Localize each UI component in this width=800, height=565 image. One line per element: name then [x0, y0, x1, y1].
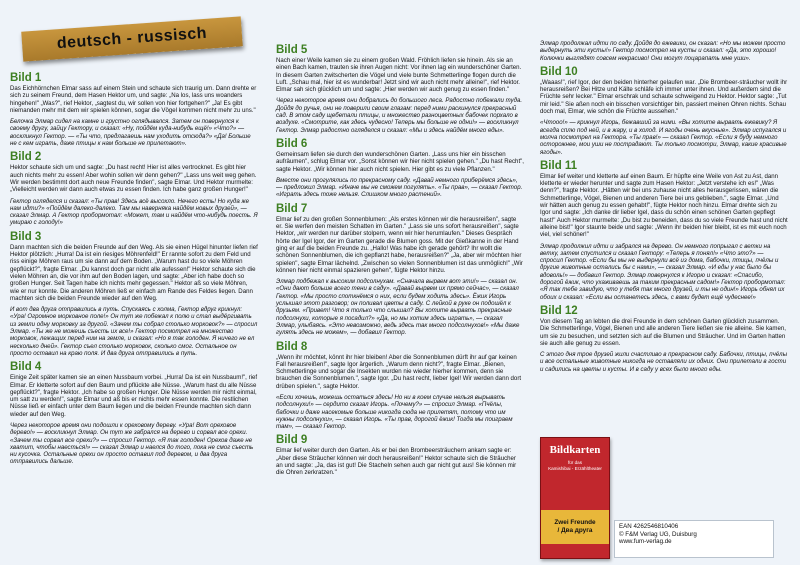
german-text: Von diesem Tag an lebten die drei Freunde in dem schönen Garten glücklich zusammen. Die Schmetterlinge, Vögel, Bienen und alle anderen Tiere ließen sie nie alleine. Sie kamen, um sie zu besuchen, und setzten sich auf die Blumen und Sträucher. Und im Garten hatten sie auch alle genug zu essen. [540, 317, 786, 347]
book-subtitle-line: für das [567, 460, 583, 465]
language-banner [21, 16, 243, 61]
russian-text: С этого дня трое друзей жили счастливо в прекрасном саду. Бабочки, птицы, пчёлы и все остальные животные никогда не оставляли их одних. Они прилетали в гости и садились на цветы и кусты. И в саду у всех было много еды. [540, 351, 788, 373]
german-text: Nach einer Weile kamen sie zu einem großen Wald. Fröhlich liefen sie hinein. Als sie an einen Bach kamen, trauten sie ihren Augen nicht: Vor ihnen lag ein wunderschöner Garten. In diesem Garten zwitscherten die Vögel und viele bunte Schmetterlinge flogen durch die Luft. „Schau mal, hier ist es wunderbar! Jetzt sind wir auch nicht mehr alleine!", rief Hektor. Elmar sah sich glücklich um und sagte: „Hier werden wir auch genug zu essen finden." [276, 57, 522, 94]
russian-text: Гектор огляделся и сказал: «Ты прав! Здесь всё высохло. Нечего есть! Но куда же нам идти?» «Пойдём далеко-далеко. Там мы наверняка найдём новых друзей», — сказал Элмар. А Гектор пробормотал: «Может, там и найдём что-нибудь поесть. Я умираю с голоду!» [10, 197, 258, 227]
publisher-url[interactable]: www.fum-verlag.de [619, 538, 672, 546]
book-title: Bildkarten [549, 444, 601, 456]
german-text: „Waaas!", rief Igor, der den beiden hinterher gelaufen war. „Die Brombeer-sträucher wollt ihr herausreißen? Bei Hitze und Kälte schläfe ich immer unter ihnen. Und außerdem sind die Früchte sehr lecker." Elmar erschrak und schaute schweigend zu Hektor. Hektor sagte: „Tut mir leid." Sie aßen noch ein bisschen vorsichtiger bin, passiert meinen Ohren nichts. Schau doch mal, Elmar, wie schön die Früchte aussehen." [540, 78, 788, 116]
book-band-russian: / Два друга [557, 527, 593, 534]
book-subtitle [548, 460, 602, 472]
section-title: Bild 11 [540, 159, 578, 172]
column-2 [274, 42, 526, 565]
russian-text: «Чтооо!» — крикнул Игорь, бежавший за ними. «Вы хотите вырвать ежевику? Я всегда сплю под ней, и в жару, и в холод. И ягоды очень вкусные». Элмар испугался и молча посмотрел на Гектора. «Ты прав!» — сказал Гектор. «Если я буду немного осторожнее, мои уши не пострадают. Ты только посмотри, Элмар, какие красивые ягоды». [540, 119, 787, 156]
section-title: Bild 6 [276, 137, 308, 150]
section-title: Bild 1 [10, 72, 42, 84]
russian-text: Элмар подбежал к высоким подсолнухам. «Сначала вырвем вот эти!» — сказал он. «Они дают больше всего тени в саду». «Давай вырвем их прямо сейчас», — сказал Гектор. «Мы просто споткнёмся о них, если будем ходить здесь». Ёжик Игорь услышал этот разговор; он поливал цветы в саду. С лейкой в руке он подошёл к друзьям. «Привет! Что я только что слышал? Вы хотите вырвать прекрасные подсолнухи, которые я посадил?» «Да, но мы хотим здесь играть», — сказал Элмар, улыбаясь. «Это невозможно, ведь здесь так много подсолнухов!» «Мы даже гулять здесь не можем», — добавил Гектор. [276, 278, 520, 337]
russian-text: Белочка Элмар сидел на камне и грустно оглядывался. Затем он повернулся к своему другу, зайцу Гектору, и сказал: «Ну, пойдём куда-нибудь ещё!» «Что?» — воскликнул Гектор. — «Ты что, предлагаешь нам уходить отсюда?» «Да! Больше не с кем играть, даже птицы к нам больше не прилетают». [10, 118, 251, 148]
russian-text: И вот два друга отправились в путь. Спускаясь с холма, Гектор вдруг крикнул: «Ура! Огромное морковное поле!» Он тут же побежал к полю и стал выдёргивать из земли одну морковку за другой. «Зачем ты собрал столько морковок?» — спросил Элмар. «Ты же не можешь съесть их все!» Гектор посмотрел на множество морковок, лежащих перед ним на земле, и сказал: «Но я так голоден. Я ничего не ел несколько дней». Гектор съел столько морковок, сколько смог. Остальное он просто оставил на краю поля. И два друга отправились в путь. [10, 306, 258, 357]
german-text: Elmar lief zu den großen Sonnenblumen: „Als erstes können wir die herausreißen", sagte er. Sie werfen den meisten Schatten im Garten." „Lass sie uns sofort herausreißen", sagte Hektor, „wir werden nur darüber stolpern, wenn wir hier herumlaufen." Dieses Gespräch hörte der Igel Igor, der im Garten gerade die Blumen goss. Mit der Gießkanne in der Hand ging er auf die beiden Freunde zu. „Hallo! Was habe ich gerade gehört? Ihr wollt die schönen Sonnenblumen, die ich gepflanzt habe, herausreißen?" „Ja, aber wir möchten hier spielen", sagte Elmar lächelnd. „Zwischen so vielen Sonnenblumen ist das unmöglich!" „Wir können hier nicht einmal spazieren gehen", fügte Hektor hinzu. [276, 215, 523, 274]
german-text: Elmar lief weiter durch den Garten. Als er bei den Brombeersträuchern ankam sagte er: „Aber diese Sträucher können wir doch herausreißen!" Hektor schaute sich die Sträucher an und sagte: „Ja, das ist gut! Die Stacheln sehen auch gar nicht gut aus! Sie können mir die Ohren zerkratzen." [276, 447, 517, 477]
section-title: Bild 9 [276, 434, 308, 447]
russian-text: «Если хочешь, можешь остаться здесь! Но ни в коем случае нельзя вырывать подсолнухи!» — сердито сказал Игорь. «Почему?» — спросил Элмар. «Пчёлы, бабочки и даже насекомые больше никогда сюда не прилетят, потому что им нужны подсолнухи», — сказал Игорь. «Ты прав, дорогой ёжик! Тогда мы поиграем там», — сказал Гектор. [276, 393, 513, 431]
column-1 [8, 70, 260, 565]
russian-text: Через некоторое время они добрались до большого леса. Радостно побежали туда. Дойдя до ручья, они не поверили своим глазам: перед ними раскинулся прекрасный сад. В этом саду щебетали птицы, и множество разноцветных бабочек порхало в воздухе. «Смотрите, как здесь чудесно! Теперь мы больше не одни!» — воскликнул Гектор. Элмар радостно огляделся и сказал: «Мы и здесь найдём много еды». [276, 97, 523, 134]
book-title-band [541, 510, 609, 544]
russian-text: Вместе они прогулялись по прекрасному саду. «Давай немного приберёмся здесь», — предложил Элмар. «Иначе мы не сможем погулять». «Ты прав», — сказал Гектор. «Играть здесь тоже нельзя. Слишком много растений». [276, 176, 523, 199]
german-text: Hektor schaute sich um und sagte: „Du hast recht! Hier ist alles vertrocknet. Es gibt hier auch nichts mehr zu essen! Aber wohin sollen wir denn gehen?" „Lass uns weit weg gehen. Wir werden bestimmt dort auch neue Freunde finden", sagte Elmar. Und Hektor murmelte: „Vielleicht werden wir dann auch etwas zu essen finden. Ich habe ganz großen Hunger!" [10, 164, 257, 194]
section-title: Bild 5 [276, 44, 308, 56]
german-text: Gemeinsam liefen sie durch den wunderschönen Garten. „Lass uns hier ein bisschen aufräumen", schlug Elmar vor. „Sonst können wir hier nicht spielen gehen." „Du hast Recht", sagte Hektor. „Wir können hier auch nicht spielen. Hier gibt es zu viele Pflanzen." [276, 150, 524, 173]
section-title: Bild 10 [540, 65, 578, 78]
section-title: Bild 2 [10, 151, 42, 164]
german-text: Das Eichhörnchen Elmar sass auf einem Stein und schaute sich traurig um. Dann drehte er sich zu seinem Freund, dem Hasen Hektor um, und sagte: „Na los, lass uns woanders hingehen!" „Was?", rief Hektor, „sagtest du, wir sollen von hier fortgehen?" „Ja! Es gibt niemanden mehr mit dem wir spielen können, sogar die Vögel kommen nicht mehr zu uns." [10, 85, 257, 114]
ean-code: EAN 4262546810406 [619, 523, 679, 530]
russian-text: Через некоторое время они подошли к ореховому дереву. «Ура! Вот ореховое дерево!» — воскликнул Элмар. Он тут же забрался на дерево и сорвал все орехи. «Зачем ты сорвал все орехи?» — спросил Гектор. «Я так голоден! Орехов даже не хватит, чтобы наесться!» — сказал Элмар и наелся до того, пока не смог съесть ни кусочка. Остальные орехи он просто оставил под деревом, и два друга отправились дальше. [10, 421, 254, 466]
banner-label: deutsch - russisch [56, 24, 208, 53]
book-band-german: Zwei Freunde [554, 519, 596, 526]
russian-text: Элмар продолжил идти и забрался на дерево. Он немного попрыгал с ветки на ветку, затем спустился и сказал Гектору: «Теперь я понял!» «Что это?» — спросил Гектор. «Если бы мы не выдернули всё из дома, бабочки, птицы, пчёлы и другие животные остались бы с нами», — сказал Элмар. «И еды у нас было бы вдоволь!» — добавил Гектор. Элмар повернулся к Игорю и сказал: «Спасибо, дорогой ёжик, что ухаживаешь за таким прекрасным садом!» Гектор пробормотал: «Я так тебе завидую, что у тебя так много друзей, и ты не один!» Игорь обнял их обоих и сказал: «Если вы останетесь здесь, с вами будет ещё чудеснее!» [540, 242, 786, 301]
section-title: Bild 3 [10, 230, 42, 243]
german-text: Dann machten sich die beiden Freunde auf den Weg. Als sie einen Hügel hinunter liefen rief Hektor plötzlich: „Hurra! Da ist ein riesiges Möhrenfeld!" Er rannte sofort zu dem Feld und riss einige Möhren raus um sie dann auf dem Boden. „Warum hast du so viele Möhren gepflückt?", fragte Elmar. „Du kannst doch gar nicht alle aufessen!" Hektor schaute sich die vielen Möhren an, die vor ihm auf den Boden lagen, und sagte: „Aber ich habe doch so großen Hunger. Seit Tagen habe ich nichts mehr gegessen." Hektor aß so viele Möhren, wie er nur konnte. Die anderen Möhren ließ er einfach am Rande des Feldes liegen. Dann machten sich die beiden Freunde wieder auf den Weg. [10, 243, 258, 302]
russian-text: Элмар продолжал идти по саду. Дойдя до ежевики, он сказал: «Но мы можем просто выдернуть эти кусты!» Гектор посмотрел на кусты и сказал: «Да, это хорошо! Колючки выглядят совсем некрасиво! Они могут поцарапать мне уши». [540, 40, 786, 62]
section-title: Bild 7 [276, 202, 308, 215]
german-text: Elmar lief weiter und kletterte auf einen Baum. Er hüpfte eine Weile von Ast zu Ast, dann kletterte er wieder herunter und sagte zum Hasen Hektor: „Jetzt verstehe ich es!" „Was denn?", fragte Hektor. „Hätten wir bei uns zuhause nicht alles herausgerissen, wären die Schmetterlinge, Vögel, Bienen und anderen Tiere bei uns geblieben.", sagte Elmar. „Und wir hätten auch genug zu essen gehabt!", fügte Hektor noch hinzu. Elmar drehte sich zu Igor und sagte: „Ich danke dir lieber Igel, dass du schön einen schönen Garten gepflegt hast!" Auch Hektor murmelte: „Du bist zu beneiden, dass du so viele Freunde hast und nicht alleine bist!" Igor staunte beide und sagte: „Wenn ihr beiden hier bleibt, ist es mit euch noch viel, viel schöner!" [540, 172, 788, 239]
section-title: Bild 4 [10, 361, 42, 374]
book-cover [540, 437, 610, 559]
section-title: Bild 12 [540, 304, 578, 317]
book-subtitle-line: Kamishibai - Erzähltheater [548, 466, 602, 471]
german-text: Einige Zeit später kamen sie an einen Nussbaum vorbei. „Hurra! Da ist ein Nussbaum!", rief Elmar. Er kletterte sofort auf den Baum und pflückte alle Nüsse. „Warum hast du alle Nüsse gepflückt?", fragte Hektor. „Ich habe so großen Hunger. Die Nüsse werden mir nicht einmal, um satt zu werden!", sagte Elmar und aß bis er nichts mehr essen konnte. Die restlichen Nüsse ließ er einfach unter dem Baum liegen und die beiden Freunde machten sich dann wieder auf den Weg. [10, 374, 258, 418]
german-text: „Wenn ihr möchtet, könnt ihr hier bleiben! Aber die Sonnenblumen dürft ihr auf gar keinen Fall herausreißen!", sagte Igor ärgerlich. „Warum denn nicht?", fragte Elmar. „Bienen, Schmetterlinge und sogar die Insekten wurden nie wieder hierher kommen, denn sie brauchen die Sonnenblumen.", sagte Igor. „Du hast recht, lieber Igel! Wir werden dann dort drüben spielen.", sagte Hektor. [276, 353, 522, 390]
publisher-name: © F&M Verlag UG, Duisburg [619, 530, 697, 538]
section-title: Bild 8 [276, 340, 308, 353]
publisher-info [614, 520, 774, 558]
